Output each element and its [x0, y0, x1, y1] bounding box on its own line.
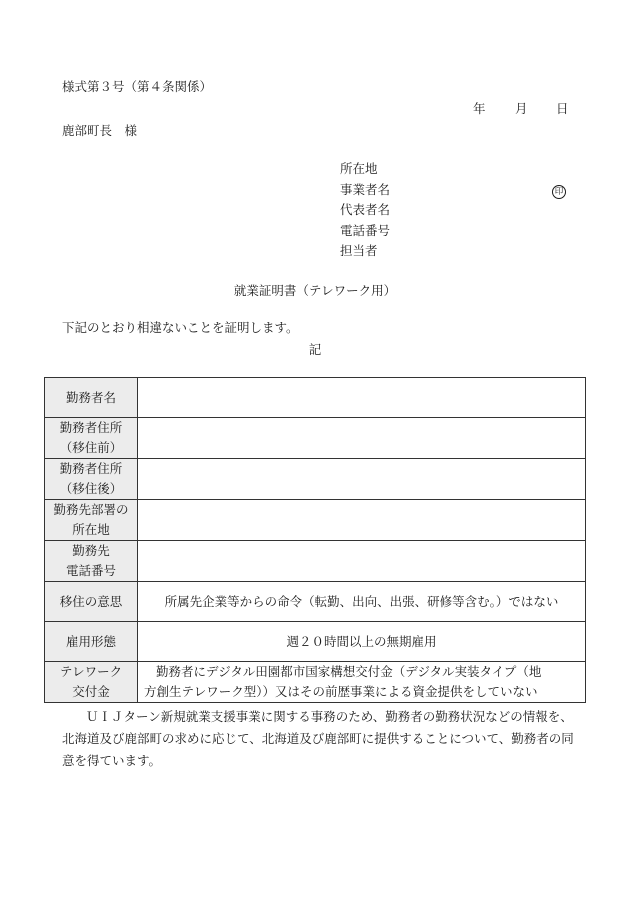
consent-paragraph: [62, 706, 582, 772]
seal-icon: 印: [552, 185, 566, 199]
phone-label: 電話番号: [340, 222, 391, 238]
row-label-line: 電話番号: [65, 563, 116, 578]
row-value-line: 所属先企業等からの命令（転勤、出向、出張、研修等含む。）ではない: [164, 593, 559, 609]
row-label-line: 勤務者名: [65, 389, 116, 405]
table-row-address-after: [45, 459, 586, 500]
row-label: [45, 418, 138, 459]
date-line: [0, 103, 630, 117]
row-label-line: テレワーク: [59, 664, 123, 679]
row-value-line: 方創生テレワーク型））又はその前歴事業による資金提供をしていない: [144, 684, 538, 699]
contact-label: 担当者: [340, 243, 378, 258]
business-name-label: 事業者名: [340, 181, 391, 197]
address-label: 所在地: [340, 161, 378, 176]
row-label: [45, 622, 138, 662]
table-row-office-address: [45, 500, 586, 541]
table-row-relocation-intent: [45, 582, 586, 622]
date-year: 年: [473, 101, 486, 116]
certificate-table: [44, 377, 586, 703]
row-label-line: 雇用形態: [65, 633, 116, 649]
table-row-worker-name: [45, 378, 586, 418]
ki-heading: 記: [308, 342, 322, 357]
row-label-line: 勤務者住所: [59, 461, 123, 476]
row-label-line: 交付金: [72, 684, 110, 699]
row-value[interactable]: [138, 418, 586, 459]
form-number: 様式第３号（第４条関係）: [62, 79, 213, 94]
row-label: [45, 378, 138, 418]
row-label-line: 勤務先部署の: [53, 502, 129, 517]
row-label-line: 勤務者住所: [59, 420, 123, 435]
row-value-line: 週２０時間以上の無期雇用: [286, 633, 437, 649]
table-row-address-before: [45, 418, 586, 459]
row-value: [138, 662, 586, 703]
row-label: [45, 459, 138, 500]
row-value: [138, 622, 586, 662]
seal-mark: [552, 184, 566, 199]
sender-block: [340, 163, 390, 266]
row-label-line: （移住前）: [59, 440, 123, 455]
table-row-employment-type: [45, 622, 586, 662]
row-label: [45, 541, 138, 582]
table-row-office-phone: [45, 541, 586, 582]
row-label-line: 所在地: [72, 522, 110, 537]
date-month: 月: [515, 101, 528, 116]
consent-text: ＵＩＪターン新規就業支援事業に関する事務のため、勤務者の勤務状況などの情報を、北海道及び鹿部町の求めに応じて、北海道及び鹿部町に提供することについて、勤務者の同意を得ています。: [62, 709, 574, 768]
row-value[interactable]: [138, 459, 586, 500]
row-value[interactable]: [138, 378, 586, 418]
row-label: [45, 662, 138, 703]
date-day: 日: [556, 101, 569, 116]
row-value-line: 勤務者にデジタル田園都市国家構想交付金（デジタル実装タイプ（地: [156, 664, 542, 679]
document-title: 就業証明書（テレワーク用）: [233, 283, 397, 298]
recipient: 鹿部町長 様: [62, 123, 138, 138]
row-value[interactable]: [138, 500, 586, 541]
row-label-line: 勤務先: [72, 543, 110, 558]
row-label-line: （移住後）: [59, 481, 123, 496]
table-row-telework-grant: [45, 662, 586, 703]
certification-statement: 下記のとおり相違ないことを証明します。: [62, 320, 299, 335]
row-label: [45, 582, 138, 622]
representative-label: 代表者名: [340, 202, 391, 217]
row-value[interactable]: [138, 541, 586, 582]
row-value: [138, 582, 586, 622]
row-label-line: 移住の意思: [59, 593, 123, 609]
row-label: [45, 500, 138, 541]
